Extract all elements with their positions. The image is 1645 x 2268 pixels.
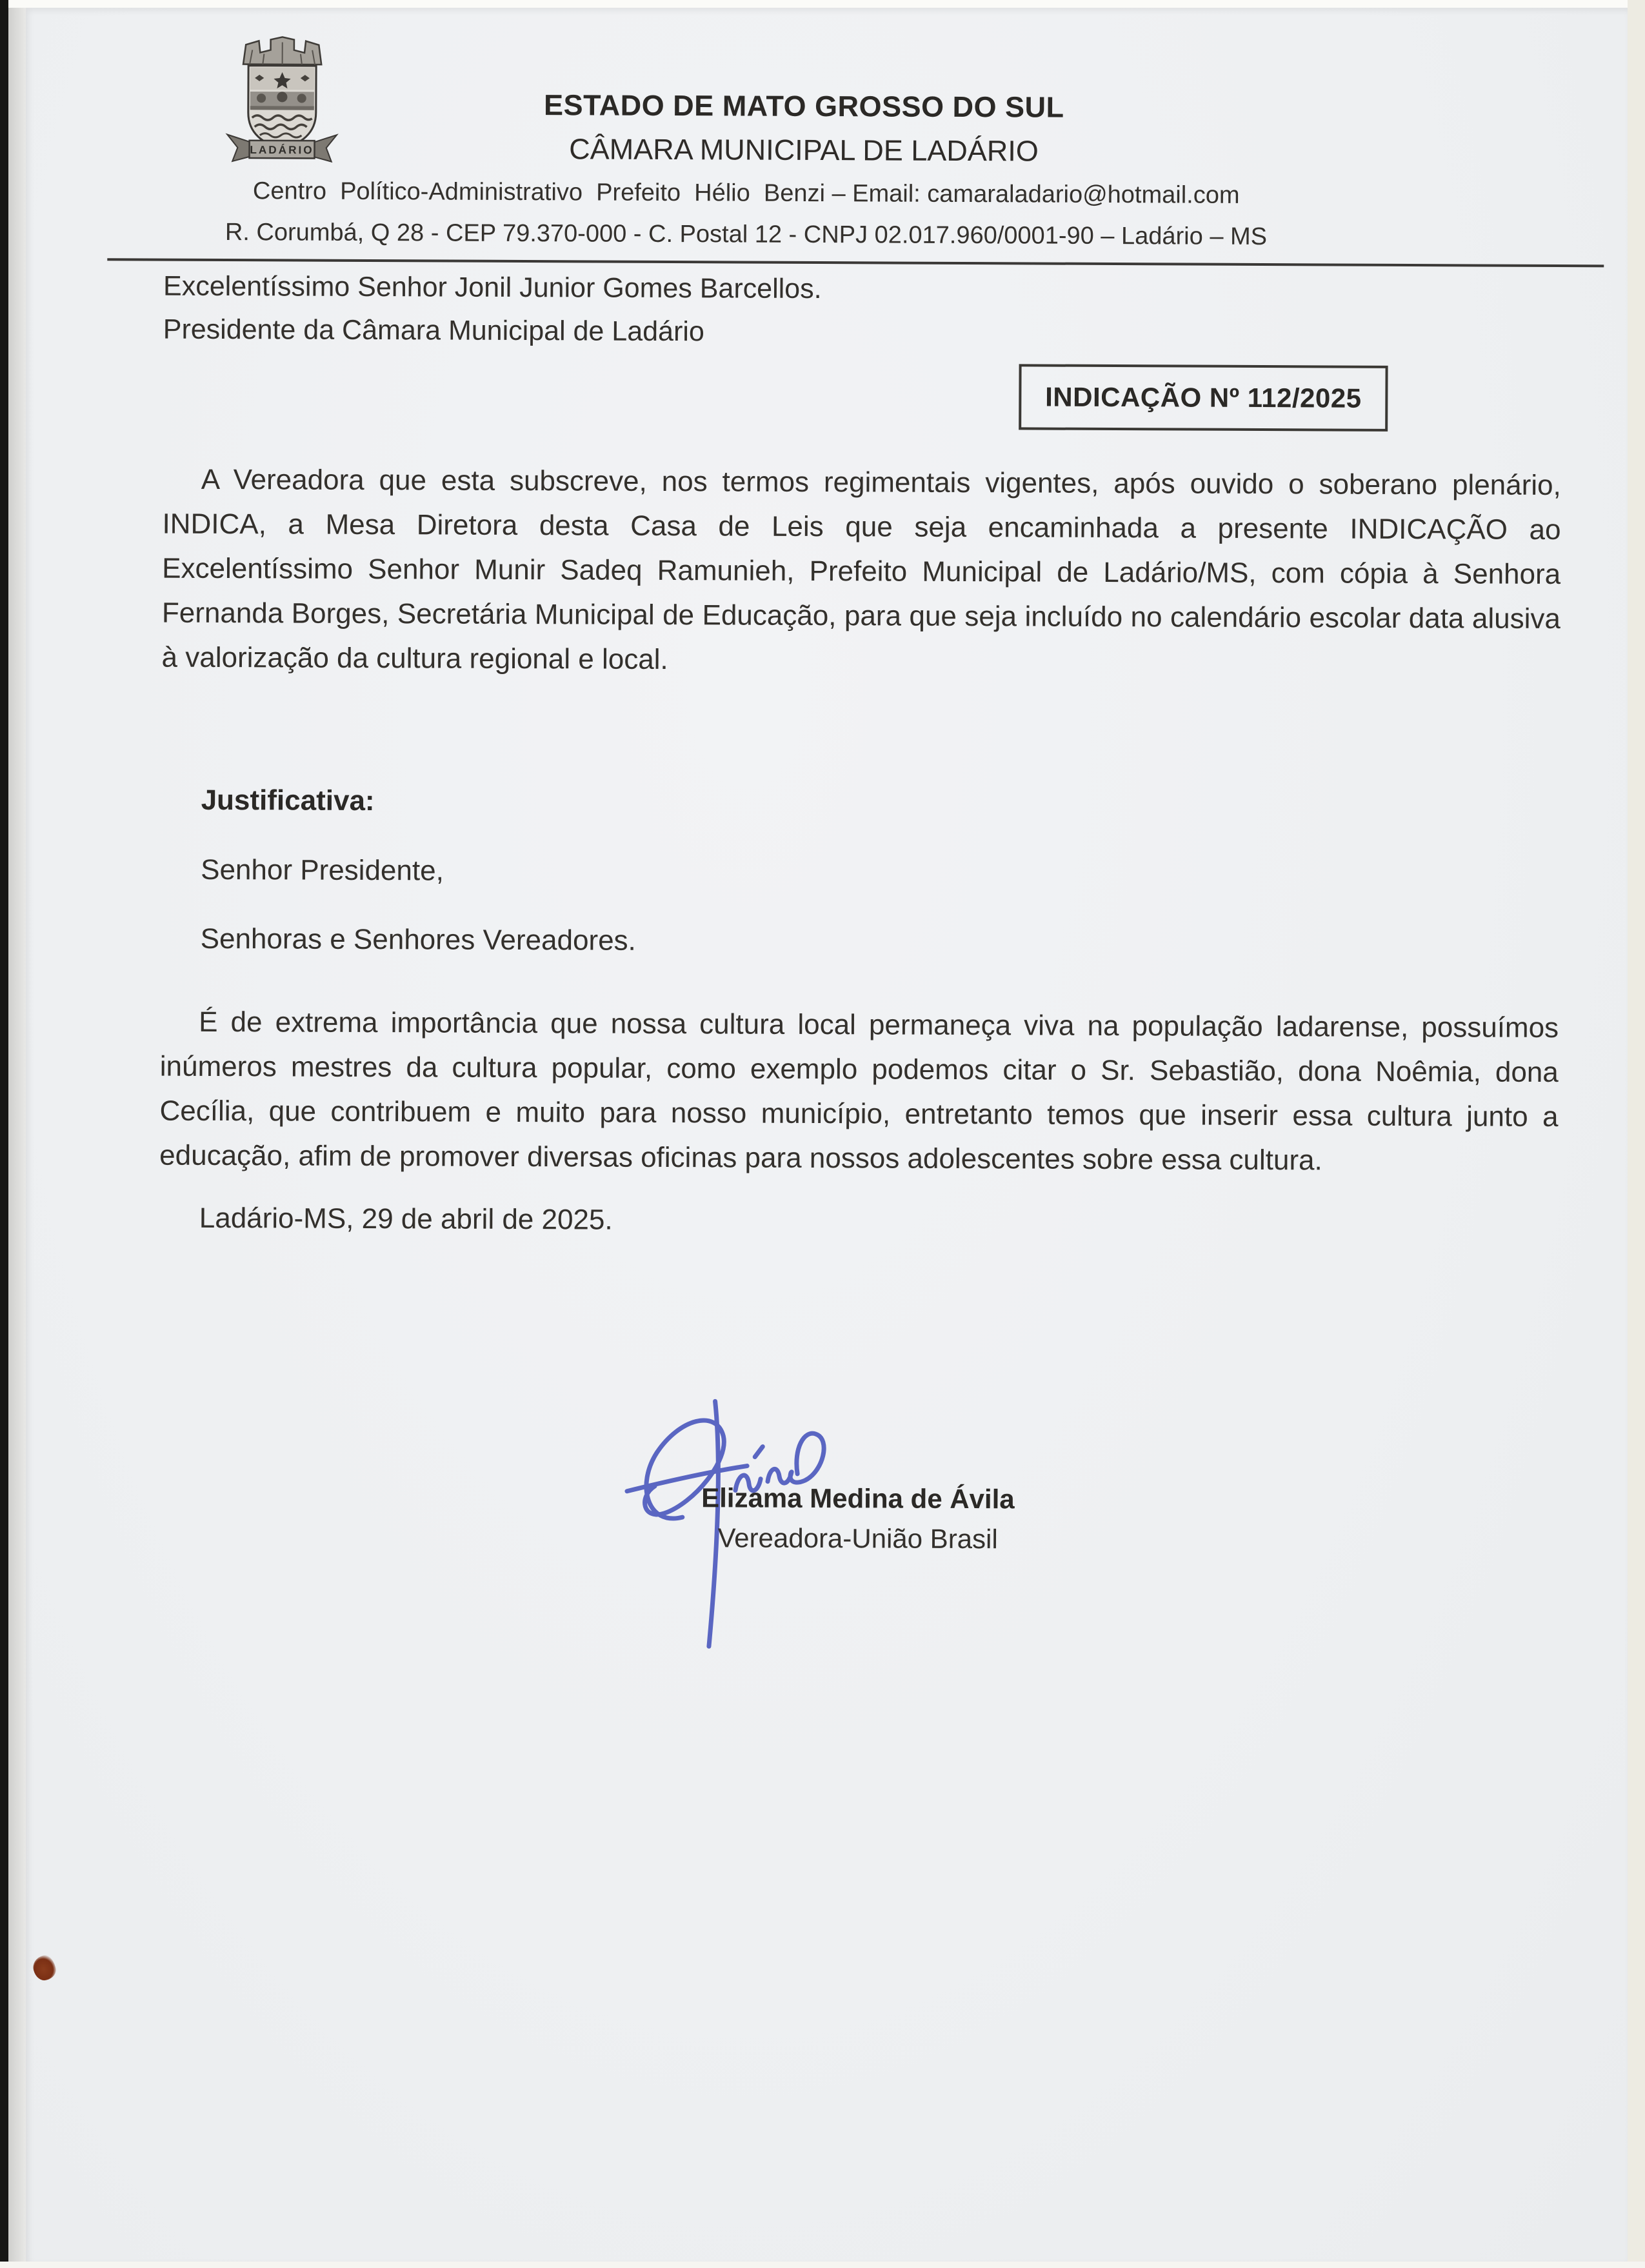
ink-stain (30, 1953, 58, 1982)
letterhead-address-line1: Centro Político-Administrativo Prefeito Hélio Benzi – Email: camaraladario@hotmail.com (252, 177, 1240, 209)
letterhead-address-line2: R. Corumbá, Q 28 - CEP 79.370-000 - C. Postal 12 - CNPJ 02.017.960/0001-90 – Ladário – MS (224, 219, 1268, 251)
scanner-margin-top (8, 0, 1628, 8)
body-paragraph-2: É de extrema importância que nossa cultura local permaneça viva na população ladarense, possuímos inúmeros mestres da cultura popular, como exemplo podemos citar o Sr. Sebastião, dona Noêmia, dona Cecília, que contribuem e muito para nosso município, entretanto temos que inserir essa cultura junto a educação, afim de promover diversas oficinas para nossos adolescentes sobre essa cultura. (159, 1006, 1559, 1177)
letterhead-org-line: CÂMARA MUNICIPAL DE LADÁRIO (569, 132, 1039, 168)
signer-role: Vereadora-União Brasil (717, 1522, 998, 1555)
document-number-label: INDICAÇÃO Nº 112/2025 (1045, 381, 1362, 413)
salutation-councilors: Senhoras e Senhores Vereadores. (200, 922, 636, 957)
scanner-margin-right (1628, 0, 1645, 2262)
signature-block (210, 1476, 1507, 1562)
scanner-edge-left (0, 0, 8, 2262)
letterhead (26, 8, 1583, 168)
letterhead-state-line: ESTADO DE MATO GROSSO DO SUL (543, 88, 1064, 124)
addressee-name: Excelentíssimo Senhor Jonil Junior Gomes Barcellos. (163, 270, 822, 305)
document-number-box (1019, 364, 1388, 431)
justification-heading: Justificativa: (201, 784, 375, 817)
addressee-title: Presidente da Câmara Municipal de Ladário (163, 313, 704, 348)
signer-name: Elizama Medina de Ávila (701, 1482, 1015, 1515)
dateline: Ladário-MS, 29 de abril de 2025. (199, 1202, 613, 1236)
addressee-block (163, 265, 822, 354)
emblem-banner-label: LADÁRIO (250, 143, 314, 157)
document-page (26, 8, 1628, 2262)
salutation-president: Senhor Presidente, (201, 853, 444, 887)
page-content (16, 8, 1628, 2268)
body-paragraph-1: A Vereadora que esta subscreve, nos termos regimentais vigentes, após ouvido o soberano plenário, INDICA, a Mesa Diretora desta Casa de Leis que seja encaminhada a presente INDICAÇÃO ao Excelentíssimo Senhor Munir Sadeq Ramunieh, Prefeito Municipal de Ladário/MS, com cópia à Senhora Fernanda Borges, Secretária Municipal de Educação, para que seja incluído no calendário escolar data alusiva à valorização da cultura regional e local. (161, 463, 1561, 676)
